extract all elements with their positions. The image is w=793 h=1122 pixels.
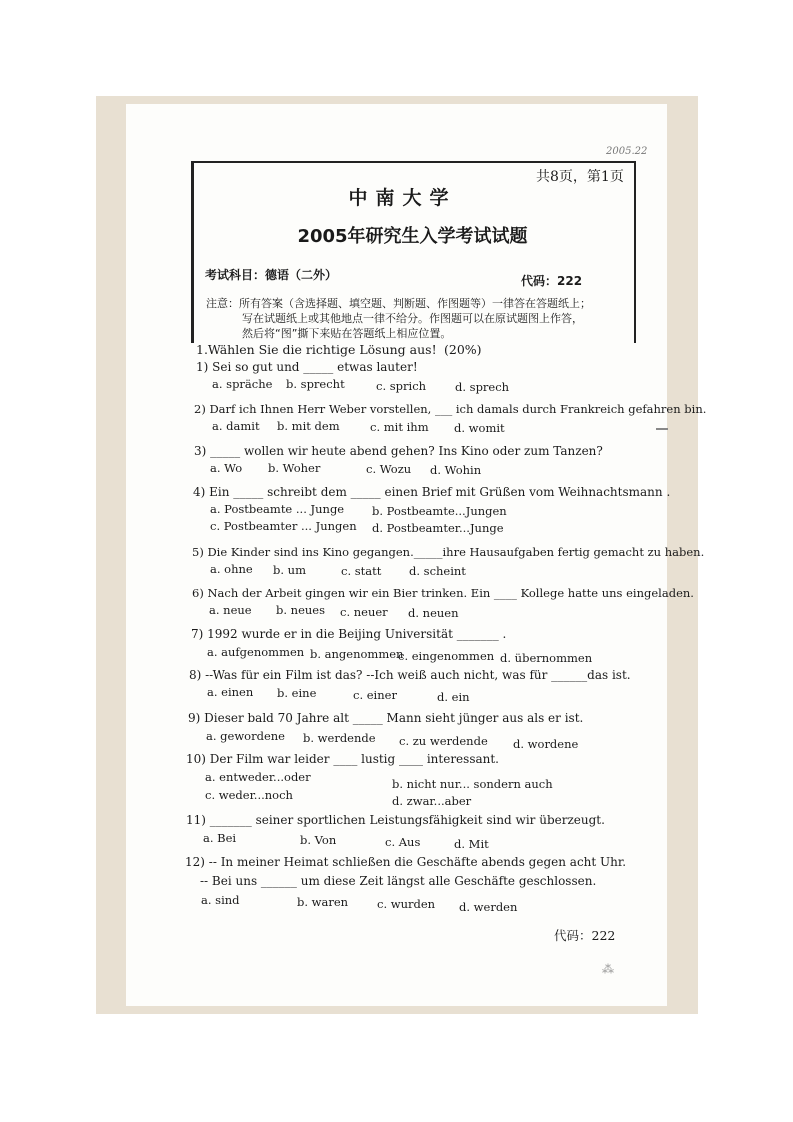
option: b. Von [300,833,337,847]
option: b. waren [297,895,349,909]
page-mark: ⁂ [602,962,614,976]
option: c. wurden [377,897,436,911]
option: a. damit [212,419,260,433]
subject-code: 代码：222 [521,274,583,288]
question-text: 4) Ein _____ schreibt dem _____ einen Brief mit Grüßen vom Weihnachtsmann . [193,485,671,499]
option: c. Aus [385,835,421,849]
option: d. neuen [408,606,459,620]
question-text: 9) Dieser bald 70 Jahre alt _____ Mann sieht jünger aus als er ist. [188,711,584,725]
option: c. neuer [340,605,388,619]
option: b. nicht nur... sondern auch [392,777,553,791]
question-text: 1) Sei so gut und _____ etwas lauter! [196,360,418,374]
exam-subject: 考试科目：德语（二外） [205,268,338,282]
option: c. eingenommen [398,649,495,663]
option: a. Wo [210,461,243,475]
question-text: 12) -- In meiner Heimat schließen die Geschäfte abends gegen acht Uhr. [185,855,627,869]
option: a. Postbeamte ... Junge [210,502,345,516]
option: c. sprich [376,379,427,393]
section-heading [196,342,482,357]
question-text: 5) Die Kinder sind ins Kino gegangen._____ihre Hausaufgaben fertig gemacht zu haben. [192,545,705,559]
option: a. ohne [210,562,253,576]
option: a. einen [207,685,254,699]
question-text: 2) Darf ich Ihnen Herr Weber vorstellen, ___ ich damals durch Frankreich gefahren bin. [194,402,707,416]
page-count: 共8页，第1页 [536,169,624,185]
option: b. sprecht [286,377,345,391]
option: c. weder...noch [205,788,293,802]
notice-line-2: 写在试题纸上或其他地点一律不给分。作图题可以在原试题图上作答， [242,312,583,325]
option: b. neues [276,603,325,617]
option: d. ein [437,690,470,704]
option: c. Postbeamter ... Jungen [210,519,357,533]
option: c. Wozu [366,462,412,476]
scan-mark [656,428,668,430]
option: b. mit dem [277,419,340,433]
question-text: 3) _____ wollen wir heute abend gehen? Ins Kino oder zum Tanzen? [194,444,603,458]
handwritten-stamp: 2005.22 [606,146,648,157]
option: d. Mit [454,837,489,851]
footer-code: 代码：222 [554,928,616,943]
question-text: 6) Nach der Arbeit gingen wir ein Bier trinken. Ein ____ Kollege hatte uns eingeladen. [192,586,694,600]
option: d. sprech [455,380,510,394]
option: c. mit ihm [370,420,429,434]
option: a. entweder...oder [205,770,311,784]
option: b. Woher [268,461,321,475]
question-text: 8) --Was für ein Film ist das? --Ich weiß auch nicht, was für ______das ist. [189,668,631,682]
notice-line-1: 注意：所有答案（含选择题、填空题、判断题、作图题等）一律答在答题纸上； [206,297,591,310]
option: d. zwar...aber [392,794,472,808]
option: a. Bei [203,831,237,845]
section-title: 1.Wählen Sie die richtige Lösung aus! [196,342,437,357]
option: d. werden [459,900,518,914]
option: a. spräche [212,377,273,391]
option: c. statt [341,564,382,578]
exam-title: 2005年研究生入学考试试题 [297,226,528,247]
option: c. einer [353,688,397,702]
option: b. Postbeamte...Jungen [372,504,507,518]
option: a. gewordene [206,729,285,743]
option: d. scheint [409,564,466,578]
option: d. wordene [513,737,579,751]
option: a. aufgenommen [207,645,305,659]
option: d. übernommen [500,651,593,665]
option: b. um [273,563,306,577]
option: a. sind [201,893,240,907]
notice-line-3: 然后将“图”撕下来贴在答题纸上相应位置。 [242,327,452,340]
option: c. zu werdende [399,734,488,748]
option: a. neue [209,603,252,617]
option: d. Postbeamter...Junge [372,521,504,535]
option: b. werdende [303,731,376,745]
question-text-continued: -- Bei uns ______ um diese Zeit längst alle Geschäfte geschlossen. [200,874,597,888]
question-text: 7) 1992 wurde er in die Beijing Universität _______ . [191,627,507,641]
section-percent: (20%) [444,342,482,357]
option: d. womit [454,421,505,435]
option: d. Wohin [430,463,482,477]
option: b. angenommen [310,647,404,661]
question-text: 11) _______ seiner sportlichen Leistungsfähigkeit sind wir überzeugt. [186,813,605,827]
university-name: 中南大学 [348,187,457,209]
option: b. eine [277,686,317,700]
notice [206,296,626,341]
question-text: 10) Der Film war leider ____ lustig ____ interessant. [186,752,499,766]
